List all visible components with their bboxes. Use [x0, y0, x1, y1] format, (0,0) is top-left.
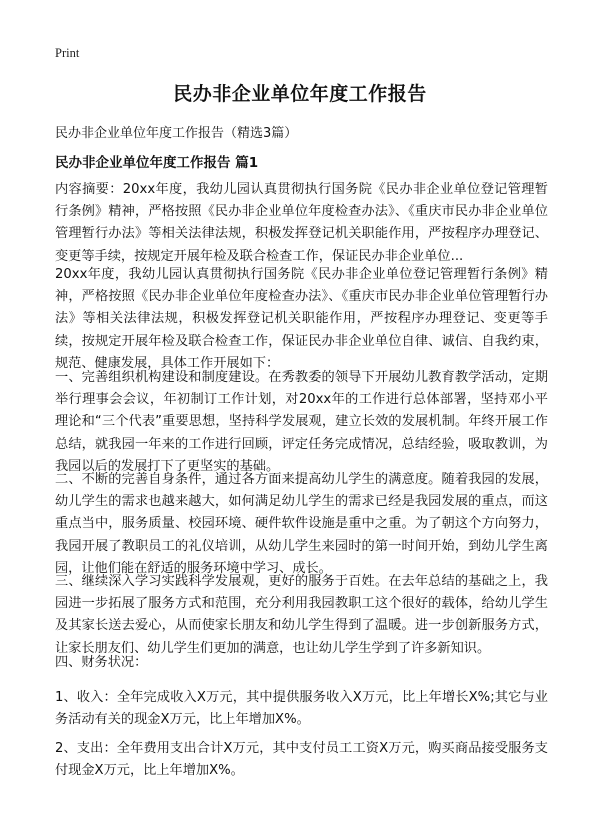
- section-heading: 民办非企业单位年度工作报告 篇1: [55, 155, 259, 171]
- section-one-paragraph: 一、完善组织机构建设和制度建设。在秀教委的领导下开展幼儿教育教学活动，定期举行理事会会议，年初制订工作计划，对20xx年的工作进行总体部署，坚持邓小平理论和“三个代表”重要思想，坚持科学发展观，建立长效的发展机制。年终开展工作总结，就我园一年来的工作进行回顾，评定任务完成情况，总结经验，吸取教训，为我园以后的发展打下了更坚实的基础。: [55, 370, 548, 474]
- document-subtitle: 民办非企业单位年度工作报告（精选3篇）: [55, 126, 298, 141]
- summary-paragraph: 内容摘要：20xx年度，我幼儿园认真贯彻执行国务院《民办非企业单位登记管理暂行条例》精神，严格按照《民办非企业单位年度检查办法》、《重庆市民办非企业单位管理暂行办法》等相关法律法规，积极发挥登记机关职能作用，严按程序办理登记、变更等手续，按规定开展年检及联合检查工作，保证民办非企业单位...: [55, 182, 548, 264]
- section-two-paragraph: 二、不断的完善自身条件，通过各方面来提高幼儿学生的满意度。随着我园的发展，幼儿学生的需求也越来越大，如何满足幼儿学生的需求已经是我园发展的重点，而这重点当中，服务质量、校园环境、硬件软件设施是重中之重。为了朝这个方向努力，我园开展了教职员工的礼仪培训，从幼儿学生来园时的第一时间开始，到幼儿学生离园，让他们能在舒适的服务环境中学习、成长。: [55, 472, 548, 576]
- expense-paragraph: 2、支出：全年费用支出合计X万元，其中支付员工工资X万元，购买商品接受服务支付现金X万元，比上年增加X%。: [55, 741, 548, 779]
- intro-paragraph: 20xx年度，我幼儿园认真贯彻执行国务院《民办非企业单位登记管理暂行条例》精神，严格按照《民办非企业单位年度检查办法》、《重庆市民办非企业单位管理暂行办法》等相关法律法规，积极发挥登记机关职能作用，严按程序办理登记、变更等手续，按规定开展年检及联合检查工作，保证民办非企业单位自律、诚信、自我约束，规范、健康发展，具体工作开展如下：: [55, 267, 548, 371]
- section-three-paragraph: 三、继续深入学习实践科学发展观，更好的服务于百姓。在去年总结的基础之上，我园进一步拓展了服务方式和范围，充分利用我园教职工这个很好的载体，给幼儿学生及其家长送去爱心，从而使家长朋友和幼儿学生得到了温暖。进一步创新服务方式，让家长朋友们、幼儿学生们更加的满意，也让幼儿学生学到了许多新知识。: [55, 574, 548, 656]
- income-paragraph: 1、收入：全年完成收入X万元，其中提供服务收入X万元，比上年增长X%;其它与业务活动有关的现金X万元，比上年增加X%。: [55, 690, 548, 728]
- print-link[interactable]: Print: [55, 46, 80, 60]
- finance-heading: 四、财务状况：: [55, 655, 148, 670]
- document-title: 民办非企业单位年度工作报告: [173, 83, 427, 105]
